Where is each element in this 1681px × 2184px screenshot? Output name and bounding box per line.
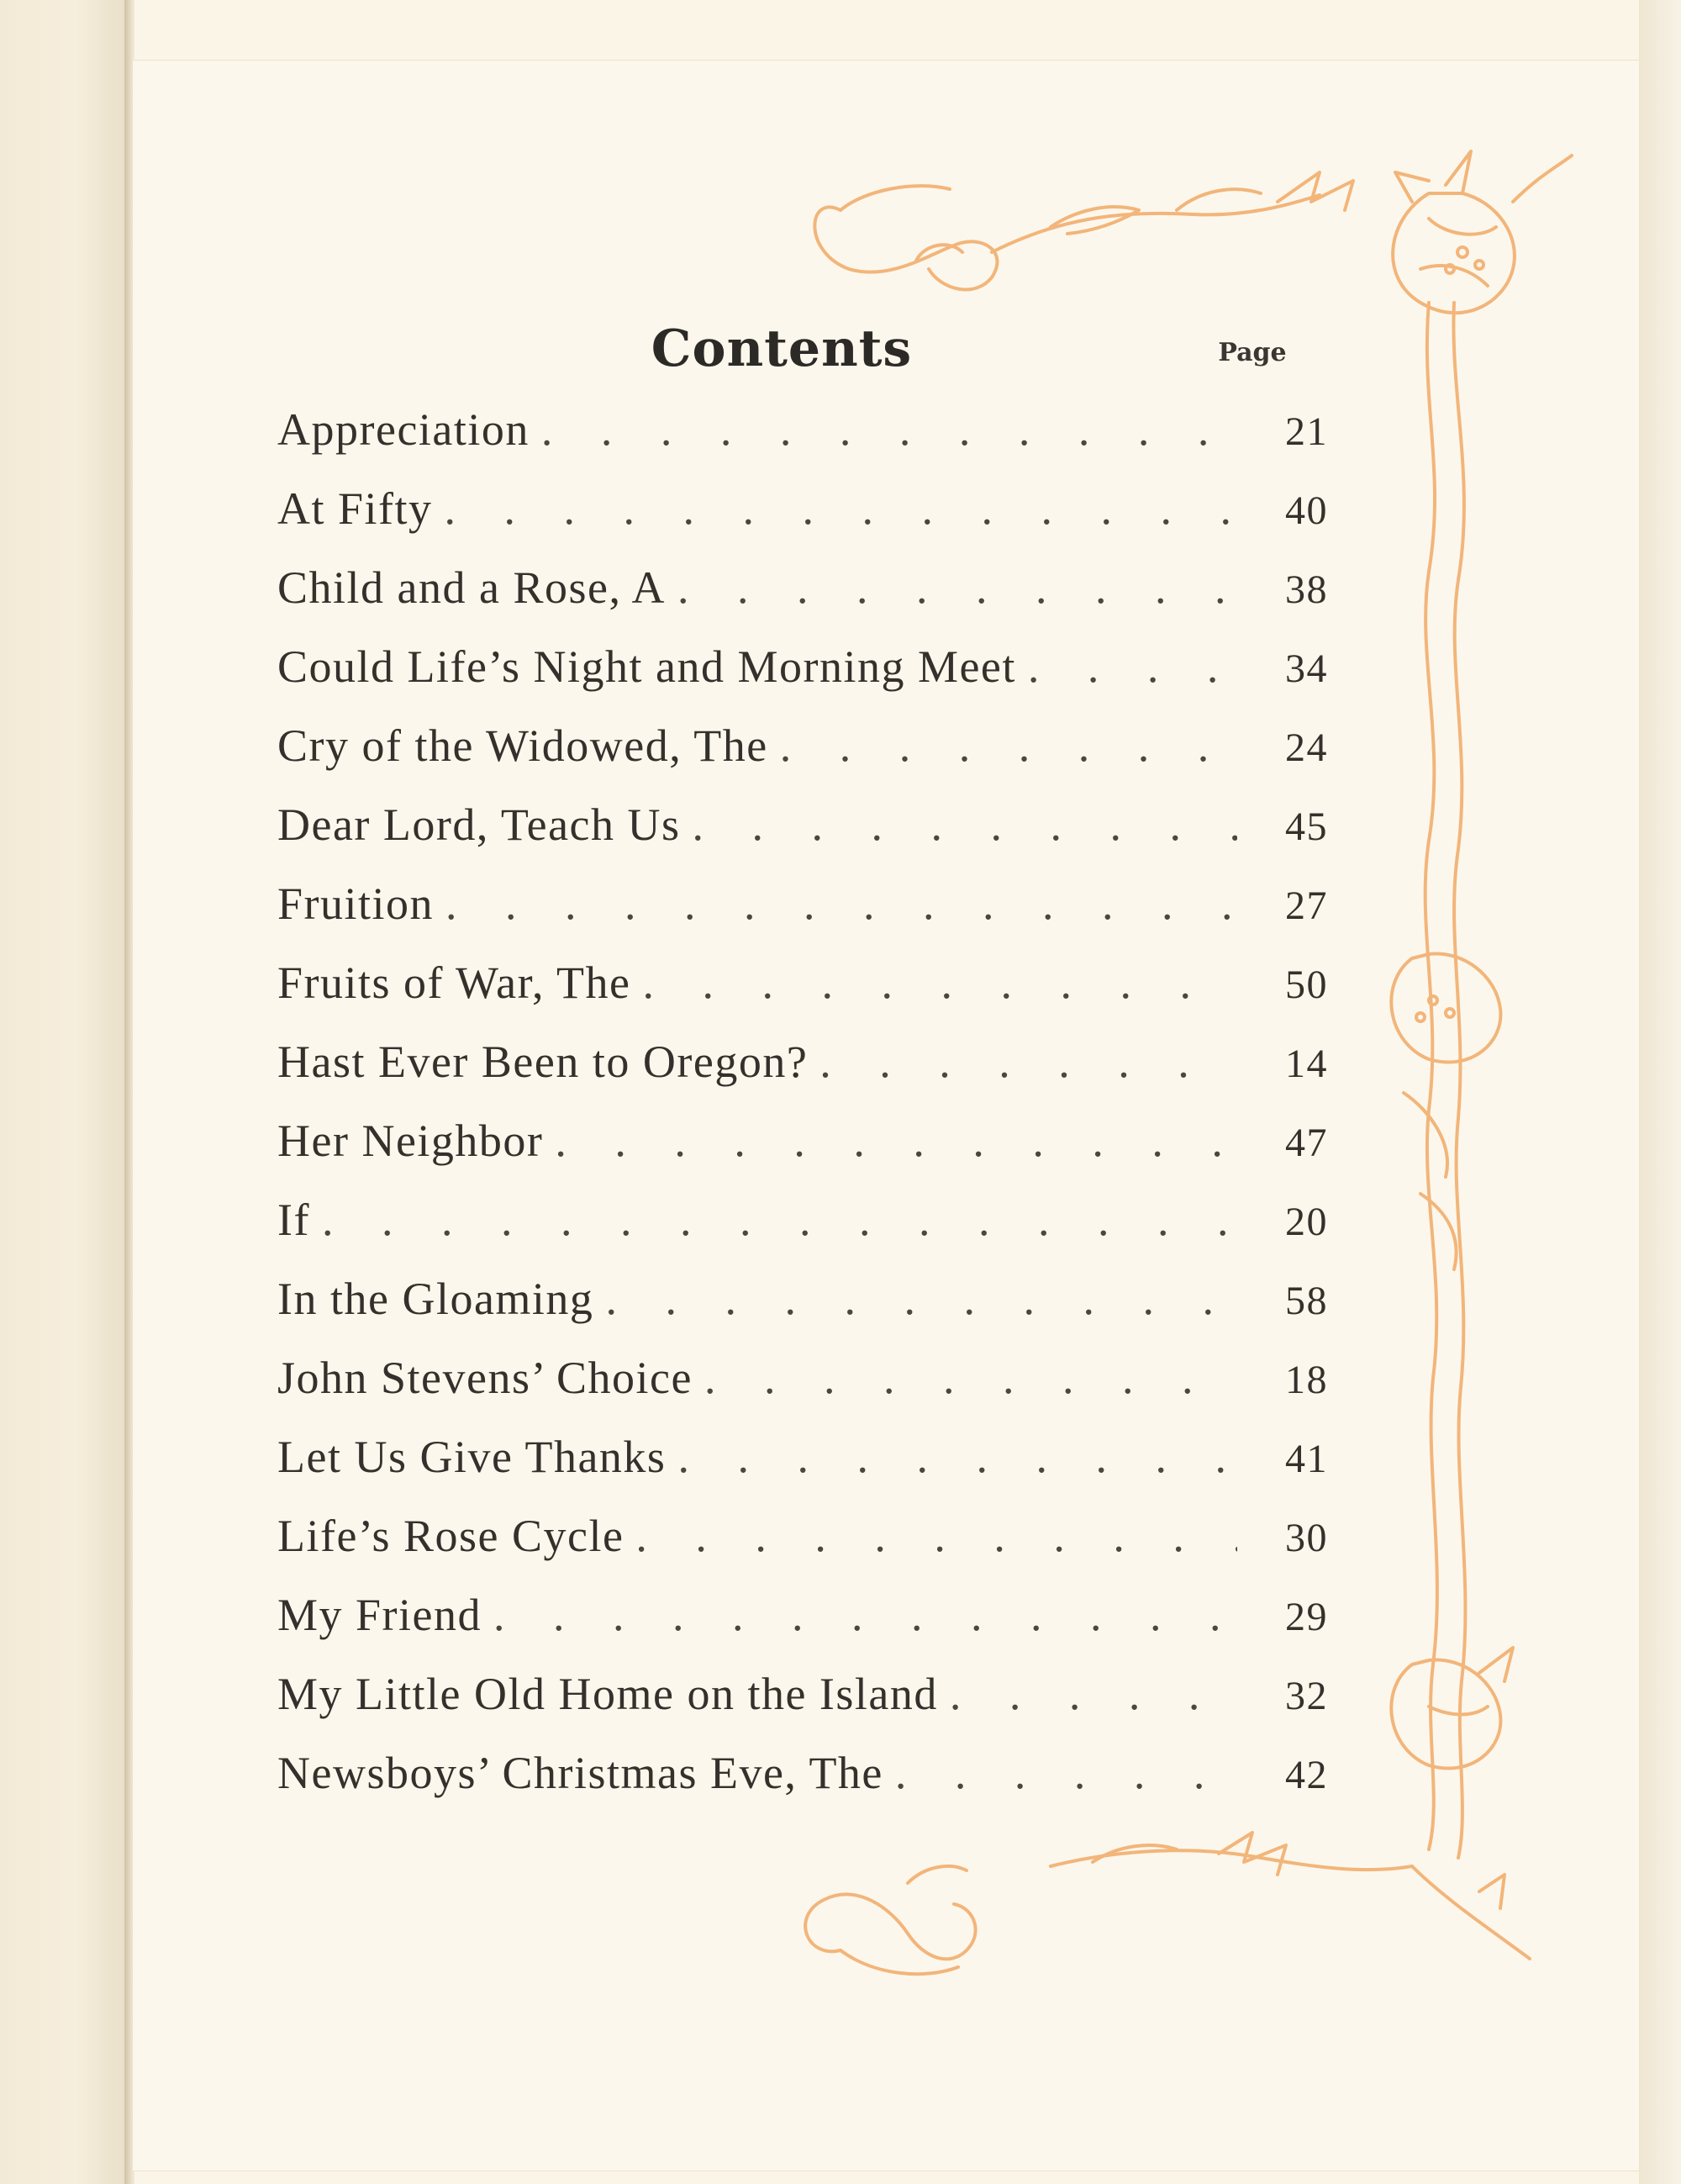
toc-entry-page: 29 — [1285, 1595, 1328, 1639]
toc-entry[interactable] — [277, 1115, 1328, 1194]
toc-entry-page: 20 — [1285, 1200, 1328, 1244]
toc-entry[interactable] — [277, 1589, 1328, 1668]
page-column-label: Page — [1218, 338, 1287, 367]
toc-entry-title: My Friend — [277, 1590, 482, 1640]
toc-entry-title: Hast Ever Been to Oregon? — [277, 1037, 809, 1087]
right-vine-ornament — [1425, 303, 1437, 1849]
toc-entry[interactable] — [277, 1510, 1328, 1589]
toc-entry-title: In the Gloaming — [277, 1274, 594, 1324]
dot-leader — [895, 1747, 1237, 1799]
toc-entry-page: 24 — [1285, 725, 1328, 770]
toc-entry[interactable] — [277, 641, 1328, 720]
toc-entry-page: 47 — [1285, 1121, 1328, 1165]
toc-entry-title: Dear Lord, Teach Us — [277, 799, 681, 850]
top-scroll-ornament — [814, 207, 997, 289]
toc-entry[interactable] — [277, 799, 1328, 878]
toc-entry[interactable] — [277, 720, 1328, 799]
toc-entry[interactable] — [277, 1036, 1328, 1115]
dot-leader — [677, 1431, 1237, 1483]
toc-entry-title: Could Life’s Night and Morning Meet — [277, 641, 1016, 692]
toc-entry-page: 30 — [1285, 1516, 1328, 1560]
toc-entry[interactable] — [277, 404, 1328, 483]
toc-entry-title: Life’s Rose Cycle — [277, 1511, 624, 1561]
toc-entry[interactable] — [277, 1194, 1328, 1273]
dot-leader — [605, 1273, 1237, 1325]
dot-leader — [493, 1589, 1237, 1641]
toc-entry-title: If — [277, 1195, 310, 1245]
dot-leader — [445, 878, 1237, 930]
dot-leader — [780, 720, 1237, 772]
toc-entry-page: 34 — [1285, 646, 1328, 691]
toc-entry-title: Child and a Rose, A — [277, 562, 666, 613]
toc-entry-page: 32 — [1285, 1674, 1328, 1718]
dot-leader — [445, 483, 1237, 535]
toc-entry-page: 21 — [1285, 409, 1328, 454]
dot-leader — [693, 799, 1237, 851]
toc-entry-page: 38 — [1285, 567, 1328, 612]
contents-heading: Contents — [651, 319, 913, 378]
toc-entry-page: 14 — [1285, 1042, 1328, 1086]
dot-leader — [642, 957, 1237, 1009]
toc-entry[interactable] — [277, 957, 1328, 1036]
toc-entry-title: Cry of the Widowed, The — [277, 720, 768, 771]
toc-entry-title: My Little Old Home on the Island — [277, 1669, 938, 1719]
corner-flower-ornament — [1393, 193, 1515, 313]
dot-leader — [704, 1352, 1237, 1404]
toc-entry-page: 58 — [1285, 1279, 1328, 1323]
toc-entry[interactable] — [277, 1747, 1328, 1826]
dot-leader — [819, 1036, 1237, 1088]
toc-entry-title: Appreciation — [277, 404, 530, 455]
table-of-contents — [277, 404, 1328, 1826]
toc-entry-page: 18 — [1285, 1358, 1328, 1402]
toc-entry-title: John Stevens’ Choice — [277, 1353, 693, 1403]
toc-entry-page: 41 — [1285, 1437, 1328, 1481]
toc-entry[interactable] — [277, 878, 1328, 957]
toc-entry-title: Her Neighbor — [277, 1116, 544, 1166]
toc-entry[interactable] — [277, 1273, 1328, 1352]
toc-entry[interactable] — [277, 1668, 1328, 1747]
toc-entry-title: Newsboys’ Christmas Eve, The — [277, 1748, 883, 1798]
dot-leader — [635, 1510, 1237, 1562]
toc-entry-page: 40 — [1285, 488, 1328, 533]
bottom-scroll-ornament — [805, 1895, 975, 1960]
toc-entry-title: Fruition — [277, 878, 435, 929]
dot-leader — [541, 404, 1237, 456]
toc-entry-title: Fruits of War, The — [277, 957, 631, 1008]
top-vine-ornament — [992, 195, 1320, 252]
toc-entry-title: Let Us Give Thanks — [277, 1432, 667, 1482]
dot-leader — [555, 1115, 1237, 1167]
toc-entry-page: 27 — [1285, 884, 1328, 928]
dot-leader — [1028, 641, 1237, 693]
toc-entry[interactable] — [277, 1431, 1328, 1510]
dot-leader — [677, 562, 1237, 614]
toc-entry-page: 50 — [1285, 963, 1328, 1007]
toc-entry-title: At Fifty — [277, 483, 433, 534]
toc-entry-page: 42 — [1285, 1753, 1328, 1797]
toc-entry[interactable] — [277, 1352, 1328, 1431]
dot-leader — [322, 1194, 1237, 1246]
dot-leader — [950, 1668, 1237, 1720]
toc-entry[interactable] — [277, 562, 1328, 641]
toc-entry-page: 45 — [1285, 804, 1328, 849]
toc-entry[interactable] — [277, 483, 1328, 562]
